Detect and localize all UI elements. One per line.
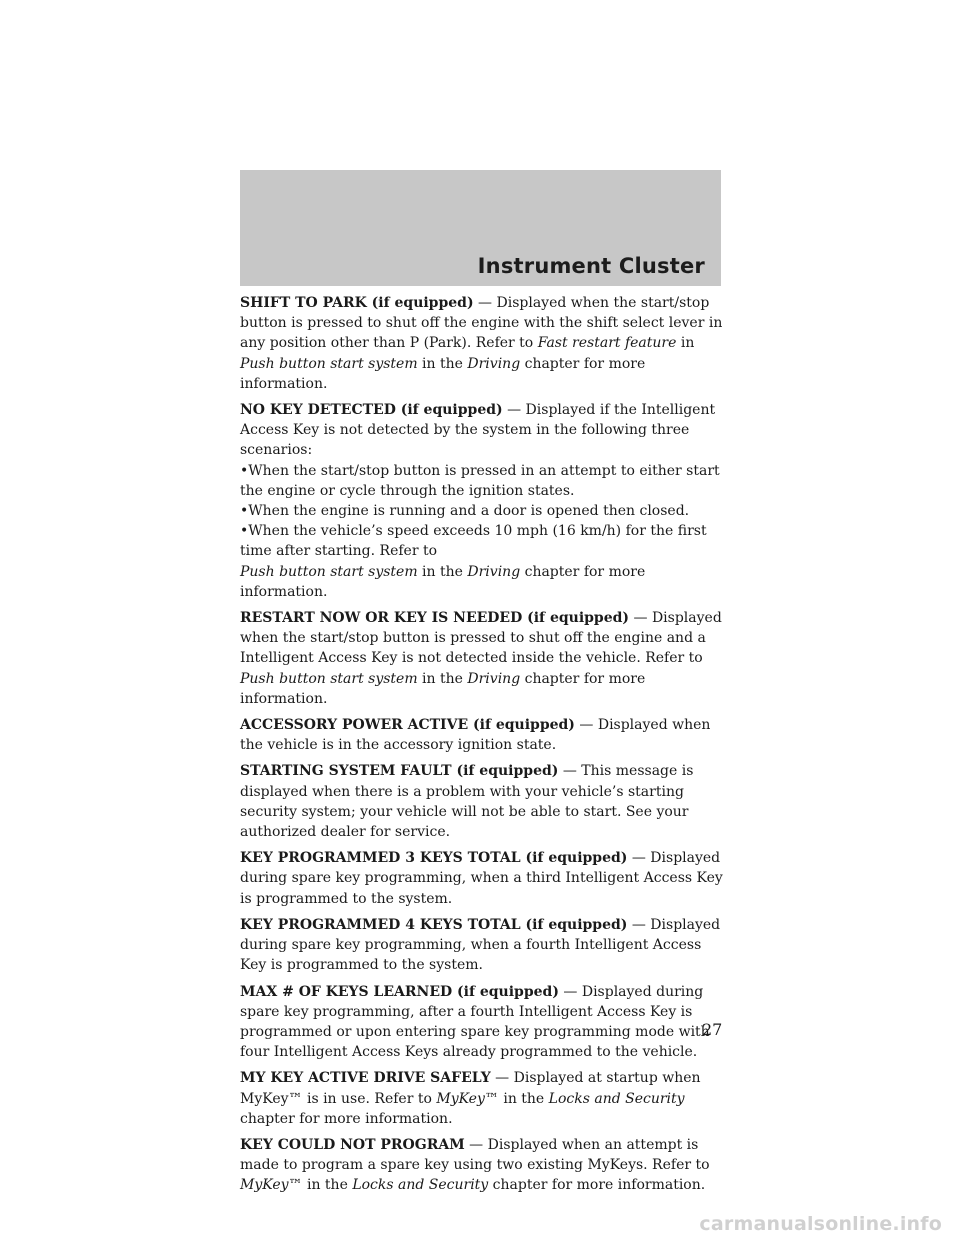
message-term: ACCESSORY POWER ACTIVE (if equipped)	[240, 717, 575, 734]
description-text: — This message is displayed when there is a problem with your vehicle’s starting security system; your vehicle will not be able to start. See your authorized dealer for service.	[240, 763, 694, 841]
description-text: chapter for more information.	[488, 1177, 706, 1194]
cross-reference: Driving	[467, 355, 521, 372]
cross-reference: Driving	[467, 563, 521, 580]
message-term: KEY COULD NOT PROGRAM	[240, 1136, 465, 1153]
section-header	[240, 170, 721, 286]
description-text: — Displayed during spare key programming, after a fourth Intelligent Access Key is programmed or upon entering spare key programming mode with four Intelligent Access Keys already programmed to the vehicle.	[240, 983, 710, 1061]
message-term: STARTING SYSTEM FAULT (if equipped)	[240, 763, 559, 780]
message-term: MY KEY ACTIVE DRIVE SAFELY	[240, 1070, 491, 1087]
description-text: chapter for more information.	[240, 670, 646, 707]
description-text: — Displayed when the vehicle is in the accessory ignition state.	[240, 717, 711, 754]
message-term: NO KEY DETECTED (if equipped)	[240, 402, 503, 419]
page-number: 27	[702, 1020, 723, 1039]
message-term: RESTART NOW OR KEY IS NEEDED (if equipped)	[240, 610, 630, 627]
watermark: carmanualsonline.info	[699, 1213, 942, 1235]
message-entry	[240, 982, 725, 1063]
message-entry	[240, 761, 725, 842]
description-text: — Displayed at startup when MyKey™ is in use. Refer to	[240, 1070, 701, 1107]
bullet-text: When the start/stop button is pressed in an attempt to either start the engine or cycle through the ignition states.	[240, 462, 720, 499]
bullet-marker	[240, 501, 725, 521]
message-entry	[240, 848, 725, 909]
cross-reference: Driving	[467, 670, 521, 687]
message-entry	[240, 1068, 725, 1129]
message-entry	[240, 715, 725, 755]
description-text: in the	[302, 1177, 353, 1194]
cross-reference: Push button start system	[240, 355, 418, 372]
cross-reference: Push button start system	[240, 563, 418, 580]
message-term: MAX # OF KEYS LEARNED (if equipped)	[240, 983, 559, 1000]
description-text: in the	[417, 355, 468, 372]
bullet-marker	[240, 461, 725, 501]
bullet-text: When the engine is running and a door is opened then closed.	[248, 503, 690, 520]
description-text: — Displayed when the start/stop button is pressed to shut off the engine and a Intelligent Access Key is not detected inside the vehicle. Refer to	[240, 610, 722, 667]
description-text: in the	[417, 563, 468, 580]
cross-reference: Locks and Security	[352, 1177, 489, 1194]
description-text: — Displayed during spare key programming, when a third Intelligent Access Key is programmed to the system.	[240, 850, 723, 907]
description-text: — Displayed when the start/stop button is pressed to shut off the engine with the shift select lever in any position other than P (Park). Refer to	[240, 295, 723, 352]
bullet-marker	[240, 521, 725, 561]
message-entry	[240, 1135, 725, 1196]
cross-reference: MyKey™	[436, 1090, 499, 1107]
bullet-text: When the vehicle’s speed exceeds 10 mph (16 km/h) for the first time after starting. Refer to	[240, 523, 707, 560]
message-term: SHIFT TO PARK (if equipped)	[240, 295, 474, 311]
message-term: KEY PROGRAMMED 4 KEYS TOTAL (if equipped)	[240, 916, 628, 933]
description-text: chapter for more information.	[240, 563, 646, 600]
description-text: chapter for more information.	[240, 1110, 453, 1127]
description-text: in	[676, 335, 695, 352]
message-list	[240, 293, 725, 1202]
section-title: Instrument Cluster	[477, 254, 705, 278]
description-text: in the	[417, 670, 468, 687]
description-text: — Displayed when an attempt is made to program a spare key using two existing MyKeys. Refer to	[240, 1136, 710, 1174]
cross-reference: Fast restart feature	[537, 335, 677, 352]
message-entry	[240, 293, 725, 394]
message-term: KEY PROGRAMMED 3 KEYS TOTAL (if equipped)	[240, 850, 628, 867]
description-text: chapter for more information.	[240, 355, 646, 392]
description-text: in the	[498, 1090, 549, 1107]
description-text: — Displayed if the Intelligent Access Key is not detected by the system in the following three scenarios:	[240, 402, 716, 459]
message-entry	[240, 915, 725, 976]
message-entry	[240, 608, 725, 709]
cross-reference: MyKey™	[240, 1177, 303, 1194]
description-text: — Displayed during spare key programming, when a fourth Intelligent Access Key is programmed to the system.	[240, 916, 721, 974]
cross-reference: Push button start system	[240, 670, 418, 687]
message-entry	[240, 400, 725, 602]
cross-reference: Locks and Security	[548, 1090, 685, 1107]
